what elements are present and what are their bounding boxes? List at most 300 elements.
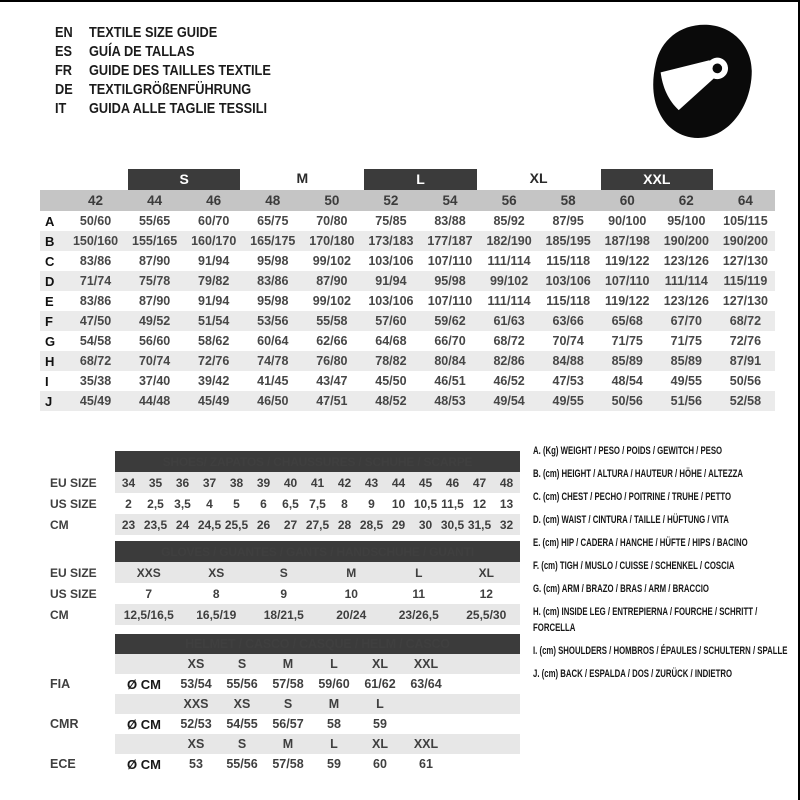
legend-item: B. (cm) HEIGHT / ALTURA / HAUTEUR / HÖHE / ALTEZZA bbox=[533, 468, 743, 480]
helmet-value-cell: 55/56 bbox=[226, 677, 258, 691]
measurement-cell: 68/72 bbox=[716, 311, 775, 331]
measurement-cell: 95/98 bbox=[257, 254, 289, 268]
guide-title: GUIDA ALLE TAGLIE TESSILI bbox=[89, 100, 268, 117]
shoes-cell: 12 bbox=[472, 496, 487, 511]
shoes-cell: 13 bbox=[499, 496, 514, 511]
legend-item: G. (cm) ARM / BRAZO / BRAS / ARM / BRACCIO bbox=[533, 583, 709, 595]
shoes-cell: 48 bbox=[493, 472, 520, 493]
language-code: ES bbox=[55, 43, 73, 60]
measurement-cell: 177/187 bbox=[420, 231, 479, 251]
helmet-size-cell: XXL bbox=[403, 654, 449, 674]
measurement-cell: 70/80 bbox=[316, 214, 348, 228]
diameter-unit-label: Ø CM bbox=[127, 676, 161, 692]
language-code: EN bbox=[55, 24, 73, 41]
measurement-cell: 107/110 bbox=[427, 294, 473, 308]
measurement-cell: 72/76 bbox=[729, 334, 762, 348]
helmet-size-cell: S bbox=[219, 654, 265, 674]
language-code: FR bbox=[55, 62, 72, 79]
helmet-value-cell: 60 bbox=[373, 757, 387, 771]
helmet-value-row bbox=[50, 674, 520, 694]
size-group-label: M bbox=[296, 170, 309, 186]
helmet-size-cell: S bbox=[219, 734, 265, 754]
measurement-cell: 50/60 bbox=[79, 214, 112, 228]
language-title-row bbox=[55, 61, 271, 80]
measurement-cell: 99/102 bbox=[312, 254, 351, 268]
helmet-standard-label: FIA bbox=[50, 674, 115, 694]
language-code: IT bbox=[55, 100, 67, 117]
gloves-cell: 23/26,5 bbox=[385, 604, 453, 625]
helmet-value-cell: 63/64 bbox=[410, 677, 442, 691]
measurement-cell: 105/115 bbox=[723, 214, 768, 228]
helmet-value-cell: 61/62 bbox=[364, 677, 396, 691]
measurement-cell: 190/200 bbox=[716, 231, 775, 251]
shoes-cell: 35 bbox=[142, 472, 169, 493]
gloves-cell: 7 bbox=[145, 586, 153, 601]
measurement-cell: 46/51 bbox=[434, 374, 466, 388]
legend-item: J. (cm) BACK / ESPALDA / DOS / ZURÜCK / INDIETRO bbox=[533, 668, 733, 680]
measurement-cell: 62/66 bbox=[316, 334, 348, 348]
measurement-cell: 58/62 bbox=[198, 334, 230, 348]
measurement-cell: 55/65 bbox=[138, 214, 171, 228]
gloves-cell: 12 bbox=[479, 586, 493, 601]
measurement-cell: 45/49 bbox=[184, 391, 243, 411]
measurement-cell: 47/51 bbox=[302, 391, 361, 411]
measurement-cell: 91/94 bbox=[361, 271, 420, 291]
measurement-cell: 85/89 bbox=[657, 351, 716, 371]
gloves-cell: 8 bbox=[212, 586, 220, 601]
measurement-cell: 49/55 bbox=[670, 374, 702, 388]
shoes-cell: 28 bbox=[331, 514, 358, 535]
measurement-cell: 49/52 bbox=[125, 311, 184, 331]
shoes-row bbox=[50, 493, 520, 514]
shoes-cell: 25,5 bbox=[223, 514, 250, 535]
measurement-cell: 87/90 bbox=[302, 271, 361, 291]
measurement-cell: 103/106 bbox=[368, 254, 414, 268]
language-code: DE bbox=[55, 81, 73, 98]
measurement-cell: 80/84 bbox=[420, 351, 479, 371]
measurement-cell: 190/200 bbox=[657, 231, 716, 251]
measurement-cell: 119/122 bbox=[604, 294, 650, 308]
size-group-box: XXL bbox=[601, 169, 713, 190]
gloves-cell: XXS bbox=[115, 562, 183, 583]
shoes-cell: 4 bbox=[206, 496, 213, 511]
size-header-cell: 54 bbox=[420, 190, 479, 211]
measurement-row bbox=[40, 311, 775, 331]
guide-title: GUIDE DES TAILLES TEXTILE bbox=[89, 62, 271, 79]
textile-size-grid bbox=[40, 168, 775, 411]
guide-title: TEXTILE SIZE GUIDE bbox=[89, 24, 218, 41]
measurement-cell: 82/86 bbox=[480, 351, 539, 371]
diameter-unit-label: Ø CM bbox=[127, 716, 161, 732]
language-title-row bbox=[55, 99, 271, 118]
shoes-cell: 39 bbox=[250, 472, 277, 493]
shoes-table bbox=[50, 451, 520, 535]
measurement-cell: 52/58 bbox=[716, 391, 775, 411]
measurement-cell: 87/90 bbox=[138, 294, 171, 308]
helmet-size-cell: M bbox=[265, 734, 311, 754]
helmet-value-cell: 57/58 bbox=[272, 677, 304, 691]
helmet-size-cell: XXL bbox=[403, 734, 449, 754]
measurement-cell: 160/170 bbox=[184, 231, 243, 251]
measurement-cell: 85/89 bbox=[598, 351, 657, 371]
guide-title: GUÍA DE TALLAS bbox=[89, 43, 195, 60]
shoes-cell: 8 bbox=[341, 496, 348, 511]
shoes-cell: 30,5 bbox=[439, 514, 466, 535]
measurement-cell: 87/95 bbox=[552, 214, 584, 228]
measurement-cell: 64/68 bbox=[375, 334, 407, 348]
measurement-cell: 83/86 bbox=[243, 271, 302, 291]
measurement-row bbox=[40, 231, 775, 251]
helmet-size-row bbox=[50, 654, 520, 674]
row-letter: G bbox=[45, 333, 56, 349]
shoes-cell: 26 bbox=[250, 514, 277, 535]
measurement-cell: 59/62 bbox=[420, 311, 479, 331]
helmet-value-cell: 53/54 bbox=[180, 677, 212, 691]
measurement-cell: 72/76 bbox=[184, 351, 243, 371]
shoes-title: SHOES/ ZAPATOS / CHAUSSURES / SCHUHE / SCARPE bbox=[115, 451, 520, 472]
measurement-cell: 45/50 bbox=[375, 374, 407, 388]
size-header-cell: 50 bbox=[302, 190, 361, 211]
measurement-cell: 37/40 bbox=[138, 374, 171, 388]
helmet-value-cell: 61 bbox=[419, 757, 433, 771]
measurement-row bbox=[40, 271, 775, 291]
measurement-cell: 65/68 bbox=[598, 311, 657, 331]
measurement-cell: 47/53 bbox=[552, 374, 584, 388]
row-letter: C bbox=[45, 253, 55, 269]
measurement-cell: 127/130 bbox=[722, 254, 769, 268]
shoes-cell: 5 bbox=[233, 496, 240, 511]
shoes-cell: 30 bbox=[412, 514, 439, 535]
measurement-row bbox=[40, 371, 775, 391]
measurement-cell: 57/60 bbox=[361, 311, 420, 331]
helmet-value-cell: 59 bbox=[373, 717, 387, 731]
gloves-table bbox=[50, 541, 520, 625]
measurement-cell: 123/126 bbox=[663, 294, 709, 308]
measurement-legend bbox=[533, 443, 788, 689]
row-letter: J bbox=[40, 391, 66, 411]
helmet-value-cell: 59/60 bbox=[318, 677, 350, 691]
shoes-cell: 36 bbox=[169, 472, 196, 493]
measurement-cell: 46/50 bbox=[243, 391, 302, 411]
measurement-cell: 111/114 bbox=[487, 294, 531, 308]
measurement-row bbox=[40, 251, 775, 271]
shoes-cell: 42 bbox=[331, 472, 358, 493]
legend-item: C. (cm) CHEST / PECHO / POITRINE / TRUHE / PETTO bbox=[533, 491, 732, 503]
legend-item: I. (cm) SHOULDERS / HOMBROS / ÉPAULES / SCHULTERN / SPALLE bbox=[533, 645, 788, 657]
measurement-cell: 103/106 bbox=[539, 271, 598, 291]
language-title-row bbox=[55, 42, 271, 61]
shoes-cell: 7,5 bbox=[309, 496, 326, 511]
helmet-value-cell: 58 bbox=[327, 717, 341, 731]
measurement-row bbox=[40, 351, 775, 371]
measurement-cell: 48/54 bbox=[611, 374, 643, 388]
measurement-row bbox=[40, 211, 775, 231]
helmet-size-cell: L bbox=[311, 654, 357, 674]
measurement-cell: 53/56 bbox=[243, 311, 302, 331]
shoes-cell: 34 bbox=[115, 472, 142, 493]
size-header-cell: 42 bbox=[66, 190, 125, 211]
helmet-size-row bbox=[50, 694, 520, 714]
gloves-cell: L bbox=[385, 562, 453, 583]
gloves-cell: 9 bbox=[280, 586, 288, 601]
gloves-cell: XL bbox=[453, 562, 521, 583]
size-header-cell: 58 bbox=[539, 190, 598, 211]
measurement-cell: 123/126 bbox=[663, 254, 709, 268]
shoes-cell: 6 bbox=[260, 496, 267, 511]
measurement-cell: 54/58 bbox=[79, 334, 112, 348]
measurement-cell: 41/45 bbox=[257, 374, 289, 388]
gloves-cell: 20/24 bbox=[318, 604, 386, 625]
helmet-value-cell: 57/58 bbox=[272, 757, 304, 771]
measurement-cell: 65/75 bbox=[257, 214, 289, 228]
measurement-row bbox=[40, 391, 775, 411]
gloves-row-label: US SIZE bbox=[50, 583, 115, 604]
measurement-cell: 68/72 bbox=[66, 351, 125, 371]
helmet-grid bbox=[50, 634, 520, 774]
measurement-cell: 173/183 bbox=[361, 231, 420, 251]
shoes-cell: 23,5 bbox=[142, 514, 169, 535]
measurement-cell: 91/94 bbox=[198, 294, 230, 308]
helmet-size-cell: XL bbox=[357, 654, 403, 674]
gloves-grid bbox=[50, 541, 520, 625]
measurement-cell: 48/53 bbox=[420, 391, 479, 411]
measurement-cell: 99/102 bbox=[480, 271, 539, 291]
shoes-cell: 24,5 bbox=[196, 514, 223, 535]
helmet-value-cell: 54/55 bbox=[226, 717, 258, 731]
measurement-cell: 60/64 bbox=[257, 334, 289, 348]
measurement-cell: 83/86 bbox=[79, 254, 112, 268]
measurement-cell: 187/198 bbox=[598, 231, 657, 251]
size-header-cell: 46 bbox=[184, 190, 243, 211]
helmet-size-cell: S bbox=[265, 694, 311, 714]
measurement-cell: 49/55 bbox=[539, 391, 598, 411]
measurement-cell: 47/50 bbox=[66, 311, 125, 331]
shoes-cell: 10,5 bbox=[413, 496, 438, 511]
measurement-cell: 61/63 bbox=[480, 311, 539, 331]
row-letter: A bbox=[45, 213, 55, 229]
size-header-cell: 62 bbox=[657, 190, 716, 211]
size-group-box: S bbox=[128, 169, 240, 190]
shoes-cell: 45 bbox=[412, 472, 439, 493]
shoes-cell: 43 bbox=[358, 472, 385, 493]
measurement-cell: 66/70 bbox=[434, 334, 466, 348]
gloves-row bbox=[50, 583, 520, 604]
measurement-cell: 51/54 bbox=[184, 311, 243, 331]
measurement-cell: 44/48 bbox=[125, 391, 184, 411]
shoes-row-label: US SIZE bbox=[50, 493, 115, 514]
helmet-value-cell: 59 bbox=[327, 757, 341, 771]
measurement-cell: 111/114 bbox=[657, 271, 716, 291]
measurement-cell: 71/75 bbox=[611, 334, 643, 348]
size-header-cell: 60 bbox=[598, 190, 657, 211]
shoes-cell: 40 bbox=[277, 472, 304, 493]
shoes-grid bbox=[50, 451, 520, 535]
helmet-size-cell: XXS bbox=[173, 694, 219, 714]
gloves-cell: 11 bbox=[412, 586, 426, 601]
measurement-cell: 95/100 bbox=[667, 214, 706, 228]
size-group-row bbox=[40, 168, 775, 190]
shoes-cell: 23 bbox=[115, 514, 142, 535]
measurement-cell: 170/180 bbox=[302, 231, 361, 251]
measurement-cell: 56/60 bbox=[138, 334, 171, 348]
measurement-cell: 107/110 bbox=[598, 271, 657, 291]
measurement-cell: 45/49 bbox=[66, 391, 125, 411]
gloves-cell: M bbox=[318, 562, 386, 583]
gloves-cell: 18/21,5 bbox=[250, 604, 318, 625]
gloves-row bbox=[50, 604, 520, 625]
row-letter: I bbox=[45, 373, 49, 389]
measurement-cell: 99/102 bbox=[312, 294, 351, 308]
legend-item: F. (cm) TIGH / MUSLO / CUISSE / SCHENKEL / COSCIA bbox=[533, 560, 735, 572]
size-header-cell: 56 bbox=[480, 190, 539, 211]
measurement-cell: 48/52 bbox=[361, 391, 420, 411]
shoes-cell: 27,5 bbox=[304, 514, 331, 535]
measurement-cell: 71/75 bbox=[670, 334, 702, 348]
measurement-cell: 119/122 bbox=[604, 254, 650, 268]
shoes-row-label: EU SIZE bbox=[50, 472, 115, 493]
measurement-cell: 35/38 bbox=[79, 374, 112, 388]
measurement-cell: 50/56 bbox=[598, 391, 657, 411]
gloves-cell: 25,5/30 bbox=[453, 604, 521, 625]
gloves-cell: 12,5/16,5 bbox=[115, 604, 183, 625]
row-letter: B bbox=[40, 231, 66, 251]
shoes-cell: 2 bbox=[125, 496, 132, 511]
shoes-cell: 3,5 bbox=[174, 496, 191, 511]
measurement-cell: 46/52 bbox=[493, 374, 525, 388]
helmet-size-cell: XL bbox=[357, 734, 403, 754]
measurement-cell: 95/98 bbox=[420, 271, 479, 291]
measurement-cell: 103/106 bbox=[368, 294, 414, 308]
shoes-cell: 31,5 bbox=[466, 514, 493, 535]
measurement-row bbox=[40, 331, 775, 351]
size-header-cell: 44 bbox=[125, 190, 184, 211]
measurement-cell: 150/160 bbox=[66, 231, 125, 251]
language-title-row bbox=[55, 23, 271, 42]
measurement-cell: 87/91 bbox=[716, 351, 775, 371]
helmet-size-row bbox=[50, 734, 520, 754]
row-letter: E bbox=[45, 293, 54, 309]
numeric-size-row bbox=[40, 190, 775, 211]
size-header-cell: 48 bbox=[243, 190, 302, 211]
gloves-cell: S bbox=[250, 562, 318, 583]
helmet-value-cell: 52/53 bbox=[180, 717, 212, 731]
shoes-cell: 46 bbox=[439, 472, 466, 493]
measurement-cell: 74/78 bbox=[243, 351, 302, 371]
measurement-cell: 50/56 bbox=[729, 374, 762, 388]
helmet-size-cell: XS bbox=[173, 654, 219, 674]
helmet-value-row bbox=[50, 754, 520, 774]
helmet-value-cell: 56/57 bbox=[272, 717, 304, 731]
helmet-size-cell bbox=[403, 694, 449, 714]
row-letter: H bbox=[40, 351, 66, 371]
shoes-title-row bbox=[50, 451, 520, 472]
gloves-row bbox=[50, 562, 520, 583]
helmet-value-cell bbox=[403, 714, 449, 734]
measurement-cell: 95/98 bbox=[257, 294, 289, 308]
shoes-cell: 32 bbox=[493, 514, 520, 535]
helmet-value-cell: 53 bbox=[189, 757, 203, 771]
gloves-row-label: CM bbox=[50, 604, 115, 625]
helmet-size-cell: L bbox=[357, 694, 403, 714]
measurement-cell: 115/119 bbox=[716, 271, 775, 291]
measurement-cell: 107/110 bbox=[427, 254, 473, 268]
shoes-cell: 47 bbox=[466, 472, 493, 493]
shoes-cell: 28,5 bbox=[358, 514, 385, 535]
helmet-standard-label: CMR bbox=[50, 714, 115, 734]
language-title-list bbox=[55, 23, 271, 118]
guide-title: TEXTILGRÖßENFÜHRUNG bbox=[89, 81, 252, 98]
helmet-value-cell: 55/56 bbox=[226, 757, 258, 771]
helmet-size-cell: M bbox=[311, 694, 357, 714]
measurement-cell: 84/88 bbox=[539, 351, 598, 371]
shoes-cell: 9 bbox=[368, 496, 375, 511]
measurement-cell: 111/114 bbox=[487, 254, 531, 268]
measurement-cell: 87/90 bbox=[138, 254, 171, 268]
measurement-cell: 127/130 bbox=[722, 294, 769, 308]
language-title-row bbox=[55, 80, 271, 99]
measurement-cell: 165/175 bbox=[243, 231, 302, 251]
measurement-cell: 60/70 bbox=[198, 214, 230, 228]
measurement-cell: 78/82 bbox=[361, 351, 420, 371]
shoes-row bbox=[50, 472, 520, 493]
gloves-cell: 10 bbox=[344, 586, 358, 601]
measurement-cell: 75/78 bbox=[125, 271, 184, 291]
measurement-cell: 71/74 bbox=[66, 271, 125, 291]
helmet-title-row bbox=[50, 634, 520, 654]
main-size-table bbox=[40, 168, 775, 411]
helmet-table bbox=[50, 634, 520, 774]
helmet-size-cell: XS bbox=[219, 694, 265, 714]
measurement-cell: 68/72 bbox=[493, 334, 525, 348]
shoes-cell: 41 bbox=[304, 472, 331, 493]
helmet-size-cell: L bbox=[311, 734, 357, 754]
measurement-cell: 76/80 bbox=[302, 351, 361, 371]
measurement-cell: 185/195 bbox=[539, 231, 598, 251]
legend-item: H. (cm) INSIDE LEG / ENTREPIERNA / FOURCHE / SCHRITT / FORCELLA bbox=[533, 606, 758, 634]
shoes-row-label: CM bbox=[50, 514, 115, 535]
shoes-cell: 11,5 bbox=[441, 496, 464, 511]
gloves-cell: 16,5/19 bbox=[183, 604, 251, 625]
measurement-cell: 51/56 bbox=[657, 391, 716, 411]
shoes-cell: 10 bbox=[391, 496, 406, 511]
shoes-cell: 6,5 bbox=[282, 496, 299, 511]
size-header-cell: 52 bbox=[361, 190, 420, 211]
diameter-unit-label: Ø CM bbox=[127, 756, 161, 772]
gloves-title-row bbox=[50, 541, 520, 562]
measurement-row bbox=[40, 291, 775, 311]
measurement-cell: 63/66 bbox=[539, 311, 598, 331]
shoes-cell: 27 bbox=[277, 514, 304, 535]
gloves-title: GLOVES / GUANTES / GANTS / HANDSCHUHE / GUANTI bbox=[115, 541, 520, 562]
measurement-cell: 79/82 bbox=[184, 271, 243, 291]
shoes-cell: 38 bbox=[223, 472, 250, 493]
legend-item: D. (cm) WAIST / CINTURA / TAILLE / HÜFTUNG / VITA bbox=[533, 514, 729, 526]
size-group-box: L bbox=[364, 169, 476, 190]
measurement-cell: 115/118 bbox=[546, 294, 591, 308]
helmet-value-row bbox=[50, 714, 520, 734]
shoes-cell: 29 bbox=[385, 514, 412, 535]
measurement-cell: 55/58 bbox=[302, 311, 361, 331]
size-header-cell: 64 bbox=[716, 190, 775, 211]
shoes-row bbox=[50, 514, 520, 535]
shoes-cell: 37 bbox=[196, 472, 223, 493]
measurement-cell: 49/54 bbox=[480, 391, 539, 411]
gloves-row-label: EU SIZE bbox=[50, 562, 115, 583]
helmet-size-cell: M bbox=[265, 654, 311, 674]
measurement-cell: 70/74 bbox=[125, 351, 184, 371]
helmet-icon bbox=[645, 19, 761, 145]
measurement-cell: 83/88 bbox=[434, 214, 466, 228]
